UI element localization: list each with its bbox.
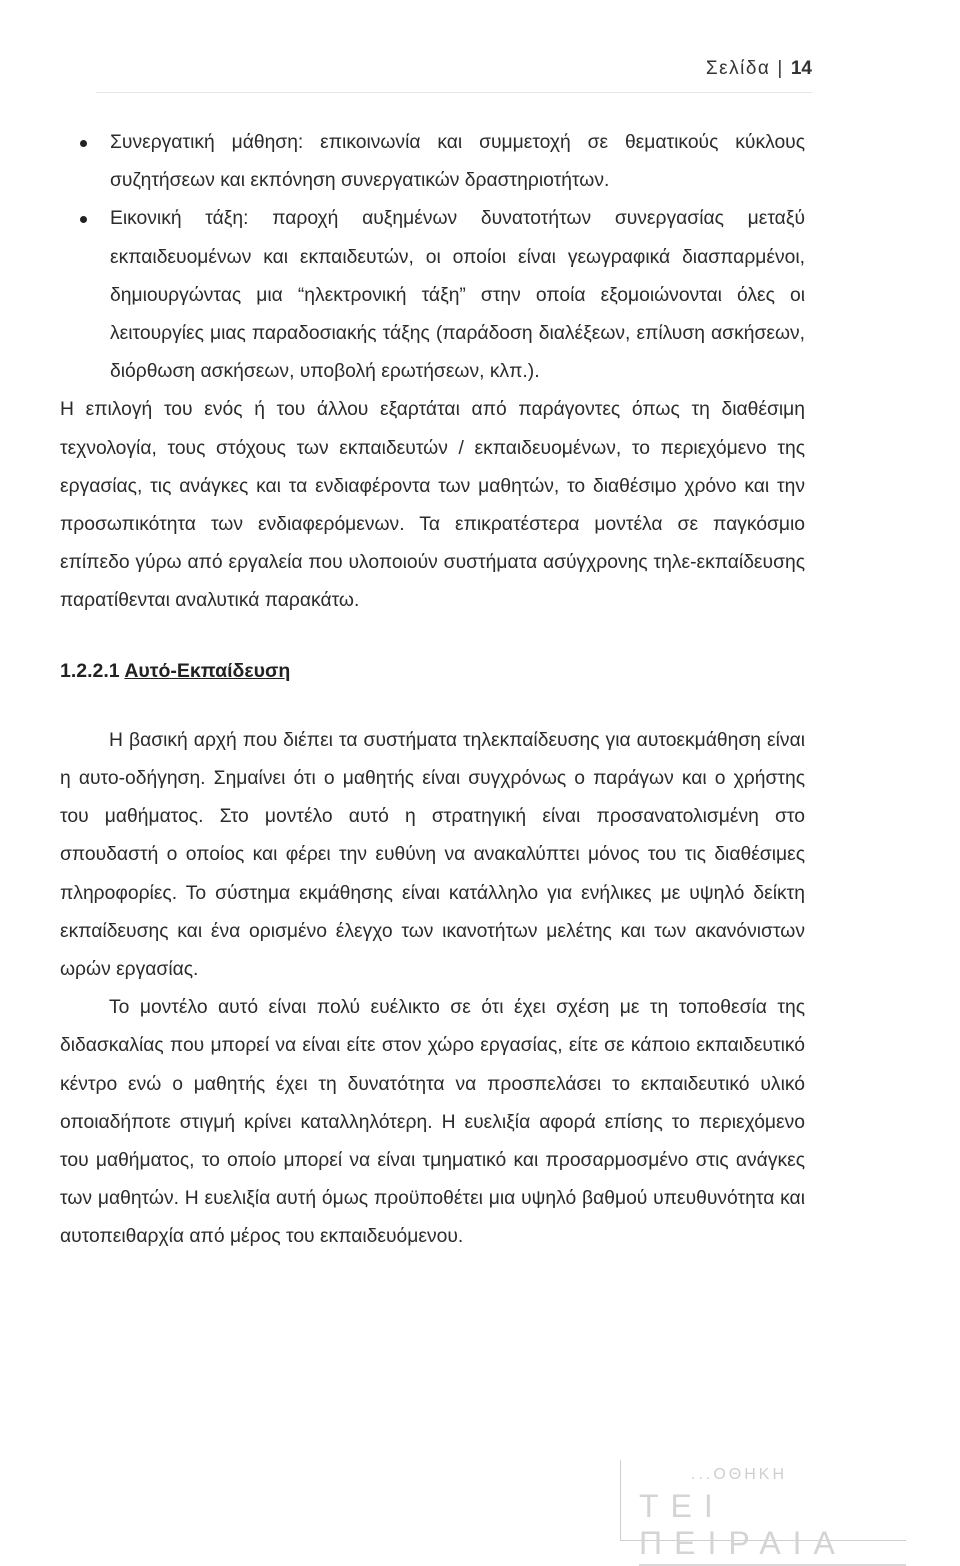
bullet-item: Συνεργατική μάθηση: επικοινωνία και συμμετοχή σε θεματικούς κύκλους συζητήσεων και εκπόνηση συνεργατικών δραστηριοτήτων. — [110, 124, 805, 200]
library-stamp — [620, 1460, 906, 1561]
bullet-item: Εικονική τάξη: παροχή αυξημένων δυνατοτήτων συνεργασίας μεταξύ εκπαιδευομένων και εκπαιδευτών, οι οποίοι είναι γεωγραφικά διασπαρμένοι, δημιουργώντας μια “ηλεκτρονική τάξη” στην οποία εξομοιώνονται όλες οι λειτουργίες μιας παραδοσιακής τάξης (παράδοση διαλέξεων, επίλυση ασκήσεων, διόρθωση ασκήσεων, υποβολή ερωτήσεων, κλπ.). — [110, 200, 805, 391]
section-paragraph: Η βασική αρχή που διέπει τα συστήματα τηλεκπαίδευσης για αυτοεκμάθηση είναι η αυτο-οδήγηση. Σημαίνει ότι ο μαθητής είναι συγχρόνως ο παράγων και ο χρήστης του μαθήματος. Στο μοντέλο αυτό η στρατηγική είναι προσανατολισμένη στο σπουδαστή ο οποίος και φέρει την ευθύνη να ανακαλύπτει μόνος του τις διαθέσιμες πληροφορίες. Το σύστημα εκμάθησης είναι κατάλληλο για ενήλικες με υψηλό δείκτη εκπαίδευσης και ένα ορισμένο έλεγχο των ικανοτήτων μελέτης και των ακανόνιστων ωρών εργασίας. — [60, 729, 805, 981]
page-separator: | — [777, 58, 784, 79]
stamp-line-2: ΤΕΙ ΠΕΙΡΑΙΑ — [639, 1488, 906, 1566]
section-heading — [60, 652, 805, 690]
section-title: Αυτό-Εκπαίδευση — [124, 659, 291, 682]
header-divider — [96, 92, 812, 93]
intro-paragraph: Η επιλογή του ενός ή του άλλου εξαρτάται από παράγοντες όπως τη διαθέσιμη τεχνολογία, τους στόχους των εκπαιδευτών / εκπαιδευομένων, το περιεχόμενο της εργασίας, τις ανάγκες και τα ενδιαφέροντα των μαθητών, το διαθέσιμο χρόνο και την προσωπικότητα των ενδιαφερόμενων. Τα επικρατέστερα μοντέλα σε παγκόσμιο επίπεδο γύρω από εργαλεία που υλοποιούν συστήματα ασύγχρονης τηλε-εκπαίδευσης παρατίθενται αναλυτικά παρακάτω. — [60, 399, 805, 612]
page-header — [706, 58, 812, 80]
document-body — [60, 124, 805, 1257]
stamp-line-1: ...ΟΘΗΚΗ — [691, 1466, 788, 1483]
section-paragraph: Το μοντέλο αυτό είναι πολύ ευέλικτο σε ότι έχει σχέση με τη τοποθεσία της διδασκαλίας που μπορεί να είναι είτε στον χώρο εργασίας, είτε σε κάποιο εκπαιδευτικό κέντρο ενώ ο μαθητής έχει τη δυνατότητα να προσπελάσει το εκπαιδευτικό υλικό οποιαδήποτε στιγμή κρίνει καταλληλότερη. Η ευελιξία αφορά επίσης το περιεχόμενο του μαθήματος, το οποίο μπορεί να είναι τμηματικό και προσαρμοσμένο στις ανάγκες των μαθητών. Η ευελιξία αυτή όμως προϋποθέτει μια υψηλό βαθμού υπευθυνότητα και αυτοπειθαρχία από μέρος του εκπαιδευόμενου. — [60, 997, 805, 1248]
bullet-list — [60, 124, 805, 391]
page-number: 14 — [790, 58, 812, 79]
section-number: 1.2.2.1 — [60, 659, 120, 682]
page-label: Σελίδα — [705, 58, 771, 79]
